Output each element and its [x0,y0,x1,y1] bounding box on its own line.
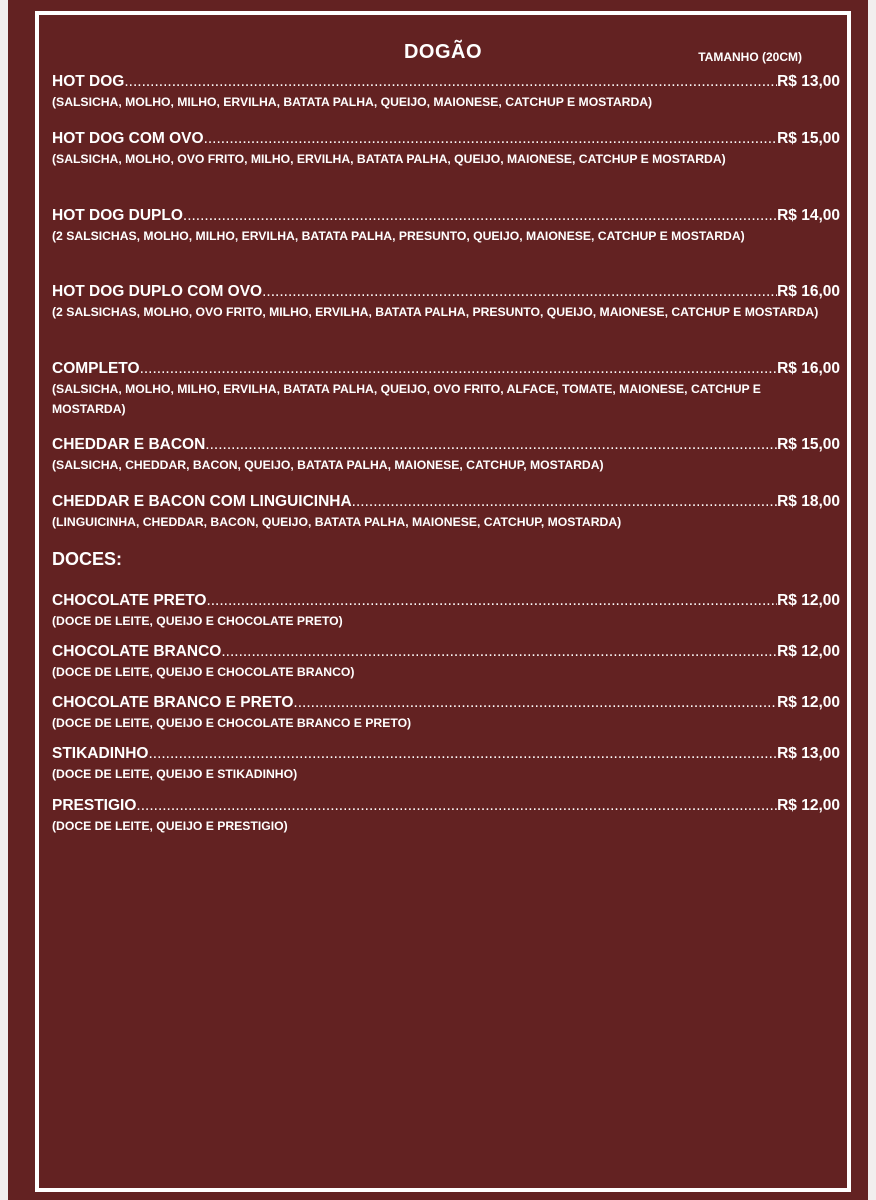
menu-frame [35,11,851,1192]
dot-leader [205,436,777,454]
item-description: (DOCE DE LEITE, QUEIJO E CHOCOLATE BRANCO) [52,665,355,679]
item-price: R$ 13,00 [777,745,840,762]
item-price: R$ 16,00 [777,283,840,300]
item-price: R$ 18,00 [777,493,840,510]
dot-leader [204,130,778,148]
item-description: (SALSICHA, MOLHO, MILHO, ERVILHA, BATATA PALHA, QUEIJO, MAIONESE, CATCHUP E MOSTARDA) [52,95,653,109]
item-price: R$ 12,00 [777,643,840,660]
item-price: R$ 15,00 [777,436,840,453]
dot-leader [124,73,777,91]
item-name: CHEDDAR E BACON COM LINGUICINHA [52,493,352,510]
dot-leader [183,207,777,225]
item-price: R$ 14,00 [777,207,840,224]
item-description: (2 SALSICHAS, MOLHO, OVO FRITO, MILHO, ERVILHA, BATATA PALHA, PRESUNTO, QUEIJO, MAIONESE, CATCHUP E MOSTARDA) [52,305,819,319]
item-price: R$ 13,00 [777,73,840,90]
item-name: CHOCOLATE BRANCO E PRETO [52,694,294,711]
menu-item [52,745,840,784]
item-description: (DOCE DE LEITE, QUEIJO E STIKADINHO) [52,767,298,781]
item-description: (2 SALSICHAS, MOLHO, MILHO, ERVILHA, BATATA PALHA, PRESUNTO, QUEIJO, MAIONESE, CATCHUP E MOSTARDA) [52,229,745,243]
item-name: PRESTIGIO [52,797,137,814]
dot-leader [140,360,778,378]
menu-item [52,694,840,733]
item-description: (DOCE DE LEITE, QUEIJO E CHOCOLATE BRANCO E PRETO) [52,716,412,730]
item-name: CHOCOLATE BRANCO [52,643,222,660]
dot-leader [262,283,777,301]
item-description: (SALSICHA, MOLHO, MILHO, ERVILHA, BATATA PALHA, QUEIJO, OVO FRITO, ALFACE, TOMATE, MAIONESE, CATCHUP E MOSTARDA) [52,382,761,416]
item-name: CHEDDAR E BACON [52,436,206,453]
menu-item [52,73,840,112]
item-description: (LINGUICINHA, CHEDDAR, BACON, QUEIJO, BATATA PALHA, MAIONESE, CATCHUP, MOSTARDA) [52,515,622,529]
item-description: (SALSICHA, CHEDDAR, BACON, QUEIJO, BATATA PALHA, MAIONESE, CATCHUP, MOSTARDA) [52,458,604,472]
item-name: HOT DOG DUPLO COM OVO [52,283,263,300]
dot-leader [352,493,777,511]
item-price: R$ 12,00 [777,797,840,814]
item-name: COMPLETO [52,360,140,377]
menu-item [52,797,840,836]
dot-leader [221,643,777,661]
item-name: HOT DOG DUPLO [52,207,183,224]
menu-item [52,592,840,631]
menu-item [52,493,840,532]
menu-item [52,643,840,682]
item-name: HOT DOG [52,73,125,90]
item-name: HOT DOG COM OVO [52,130,204,147]
menu-item [52,130,840,169]
dot-leader [206,592,777,610]
item-name: STIKADINHO [52,745,149,762]
item-price: R$ 16,00 [777,360,840,377]
item-description: (DOCE DE LEITE, QUEIJO E PRESTIGIO) [52,819,288,833]
section-heading-doces: DOCES: [52,549,123,569]
item-description: (DOCE DE LEITE, QUEIJO E CHOCOLATE PRETO) [52,614,343,628]
item-price: R$ 15,00 [777,130,840,147]
menu-item [52,207,840,246]
menu-item [52,436,840,475]
item-price: R$ 12,00 [777,592,840,609]
menu-item [52,360,840,419]
size-note: TAMANHO (20CM) [698,50,802,64]
item-price: R$ 12,00 [777,694,840,711]
dot-leader [148,745,777,763]
item-name: CHOCOLATE PRETO [52,592,207,609]
dot-leader [293,694,777,712]
menu-page [8,0,868,1200]
dot-leader [136,797,777,815]
menu-item [52,283,840,322]
item-description: (SALSICHA, MOLHO, OVO FRITO, MILHO, ERVILHA, BATATA PALHA, QUEIJO, MAIONESE, CATCHUP E MOSTARDA) [52,152,726,166]
menu-title: DOGÃO [403,41,483,63]
